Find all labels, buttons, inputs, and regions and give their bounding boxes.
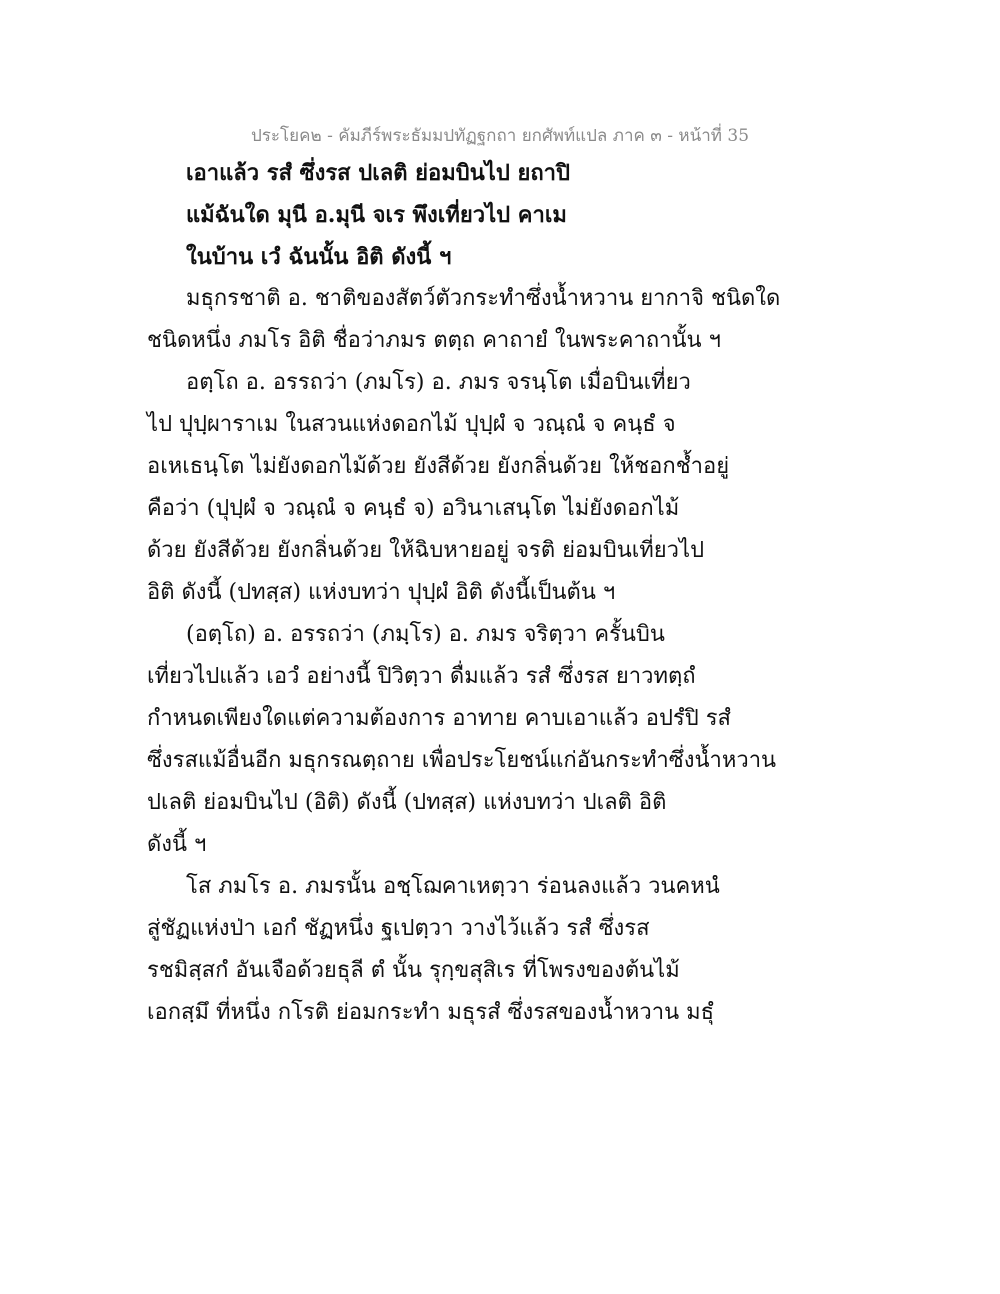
paragraph-line: สู่ชัฏแห่งป่า เอกํ ชัฏหนึ่ง ฐเปตฺวา วางไว้แล้ว รสํ ซึ่งรส [147,916,650,941]
paragraph-line: อเหเธนฺโต ไม่ยังดอกไม้ด้วย ยังสีด้วย ยังกลิ่นด้วย ให้ชอกช้ำอยู่ [147,454,730,479]
paragraph-line: เที่ยวไปแล้ว เอวํ อย่างนี้ ปิวิตฺวา ดื่มแล้ว รสํ ซึ่งรส ยาวทตฺถํ [147,664,696,689]
paragraph-line: โส ภมโร อ. ภมรนั้น อชฺโฌคาเหตฺวา ร่อนลงแล้ว วนคหนํ [186,874,720,899]
paragraph-line: (อตฺโถ) อ. อรรถว่า (ภมฺโร) อ. ภมร จริตฺวา ครั้นบิน [186,622,665,647]
verse-line: เอาแล้ว รสํ ซึ่งรส ปเลติ ย่อมบินไป ยถาปิ [186,160,570,186]
paragraph-line: รชมิสฺสกํ อันเจือด้วยธุลี ตํ นั้น รุกฺขสุสิเร ที่โพรงของต้นไม้ [147,958,680,983]
paragraph-line: ด้วย ยังสีด้วย ยังกลิ่นด้วย ให้ฉิบหายอยู่ จรติ ย่อมบินเที่ยวไป [147,538,705,563]
paragraph-line: ดังนี้ ฯ [147,832,207,857]
paragraph-line: ซึ่งรสแม้อื่นอีก มธุกรณตฺถาย เพื่อประโยชน์แก่อันกระทำซึ่งน้ำหวาน [147,748,777,773]
paragraph-line: ชนิดหนึ่ง ภมโร อิติ ชื่อว่าภมร ตตฺถ คาถายํ ในพระคาถานั้น ฯ [147,328,721,353]
paragraph-line: กำหนดเพียงใดแต่ความต้องการ อาทาย คาบเอาแล้ว อปรํปิ รสํ [147,706,731,731]
paragraph-line: อิติ ดังนี้ (ปทสฺส) แห่งบทว่า ปุปฺผํ อิติ ดังนี้เป็นต้น ฯ [147,580,616,605]
running-header-text: ประโยค๒ - คัมภีร์พระธัมมปทัฏฐกถา ยกศัพท์แปล ภาค ๓ - หน้าที่ 35 [250,126,750,146]
paragraph-line: อตฺโถ อ. อรรถว่า (ภมโร) อ. ภมร จรนฺโต เมื่อบินเที่ยว [186,370,691,395]
paragraph-line: ปเลติ ย่อมบินไป (อิติ) ดังนี้ (ปทสฺส) แห่งบทว่า ปเลติ อิติ [147,790,667,815]
running-header [0,122,1000,149]
paragraph-line: ไป ปุปฺผาราเม ในสวนแห่งดอกไม้ ปุปฺผํ จ วณฺณํ จ คนฺธํ จ [147,412,676,437]
paragraph-line: มธุกรชาติ อ. ชาติของสัตว์ตัวกระทำซึ่งน้ำหวาน ยากาจิ ชนิดใด [186,286,781,311]
paragraph-line: คือว่า (ปุปฺผํ จ วณฺณํ จ คนฺธํ จ) อวินาเสนฺโต ไม่ยังดอกไม้ [147,496,680,521]
paragraph-line: เอกสฺมึ ที่หนึ่ง กโรติ ย่อมกระทำ มธุรสํ ซึ่งรสของน้ำหวาน มธุํ [147,1000,715,1025]
verse-line: แม้ฉันใด มุนี อ.มุนี จเร พึงเที่ยวไป คาเม [186,202,567,228]
verse-line: ในบ้าน เวํ ฉันนั้น อิติ ดังนี้ ฯ [186,244,452,270]
